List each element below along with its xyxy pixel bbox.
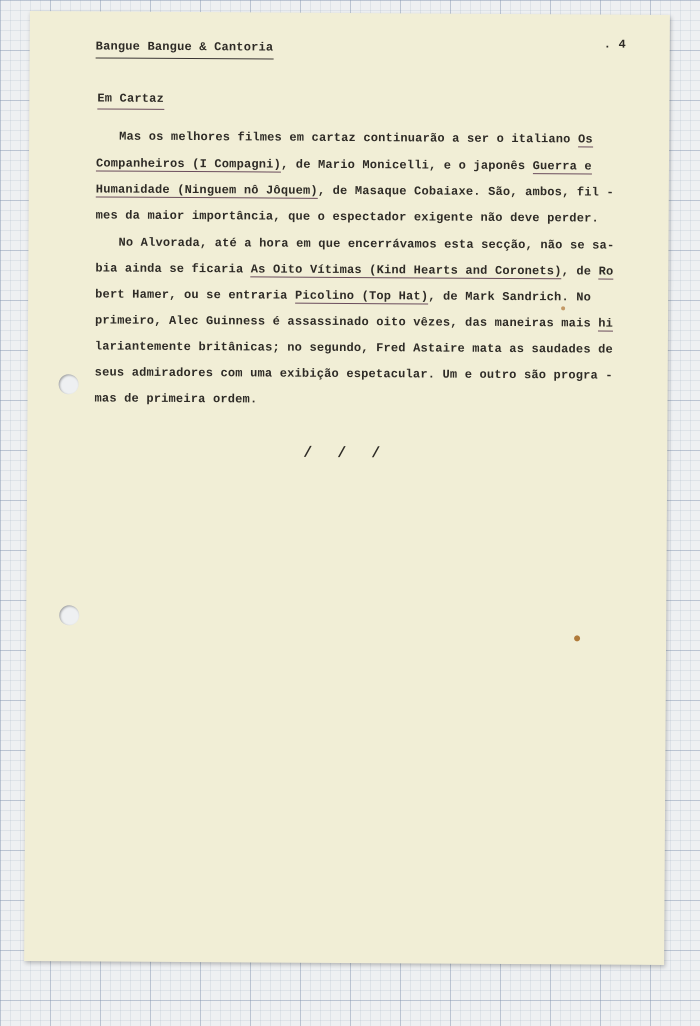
typed-page bbox=[24, 11, 670, 965]
section-heading: Em Cartaz bbox=[97, 91, 164, 109]
text-line: Companheiros (I Compagni), de Mario Monicelli, e o japonês Guerra e bbox=[95, 156, 592, 174]
text-line: No Alvorada, até a hora em que encerrávamos esta secção, não se sa- bbox=[118, 235, 615, 253]
text-line: mas de primeira ordem. bbox=[94, 391, 258, 407]
text-line: primeiro, Alec Guinness é assassinado oito vêzes, das maneiras mais hi bbox=[94, 313, 614, 331]
stain bbox=[561, 306, 565, 310]
film-title: As Oito Vítimas (Kind Hearts and Coronets) bbox=[250, 262, 562, 279]
punch-hole bbox=[59, 374, 79, 394]
stain bbox=[574, 635, 580, 641]
page-number: . 4 bbox=[603, 37, 626, 52]
text-line: bia ainda se ficaria As Oito Vítimas (Kind Hearts and Coronets), de Ro bbox=[95, 261, 614, 279]
section-separator: / / / bbox=[303, 444, 389, 463]
film-title: Ro bbox=[598, 264, 614, 279]
punch-hole bbox=[59, 605, 79, 625]
film-title: Humanidade (Ninguem nô Jôquem) bbox=[95, 182, 318, 198]
header-title: Bangue Bangue & Cantoria bbox=[96, 39, 274, 59]
text-line: bert Hamer, ou se entraria Picolino (Top Hat), de Mark Sandrich. No bbox=[95, 287, 592, 305]
text-line: mes da maior importância, que o espectador exigente não deve perder. bbox=[95, 208, 599, 226]
text-line: lariantemente britânicas; no segundo, Fred Astaire mata as saudades de bbox=[94, 339, 613, 357]
text-line: seus admiradores com uma exibição espetacular. Um e outro são progra - bbox=[94, 365, 613, 383]
film-title: Picolino (Top Hat) bbox=[294, 288, 429, 304]
underlined-word: hi bbox=[598, 316, 614, 331]
text-line: Mas os melhores filmes em cartaz continuarão a ser o italiano Os bbox=[119, 129, 593, 147]
film-title: Companheiros (I Compagni) bbox=[95, 156, 282, 172]
film-title: Guerra e bbox=[532, 159, 592, 174]
film-title: Os bbox=[577, 132, 593, 147]
text-line: Humanidade (Ninguem nô Jôquem), de Masaque Cobaiaxe. São, ambos, fil - bbox=[95, 182, 614, 200]
